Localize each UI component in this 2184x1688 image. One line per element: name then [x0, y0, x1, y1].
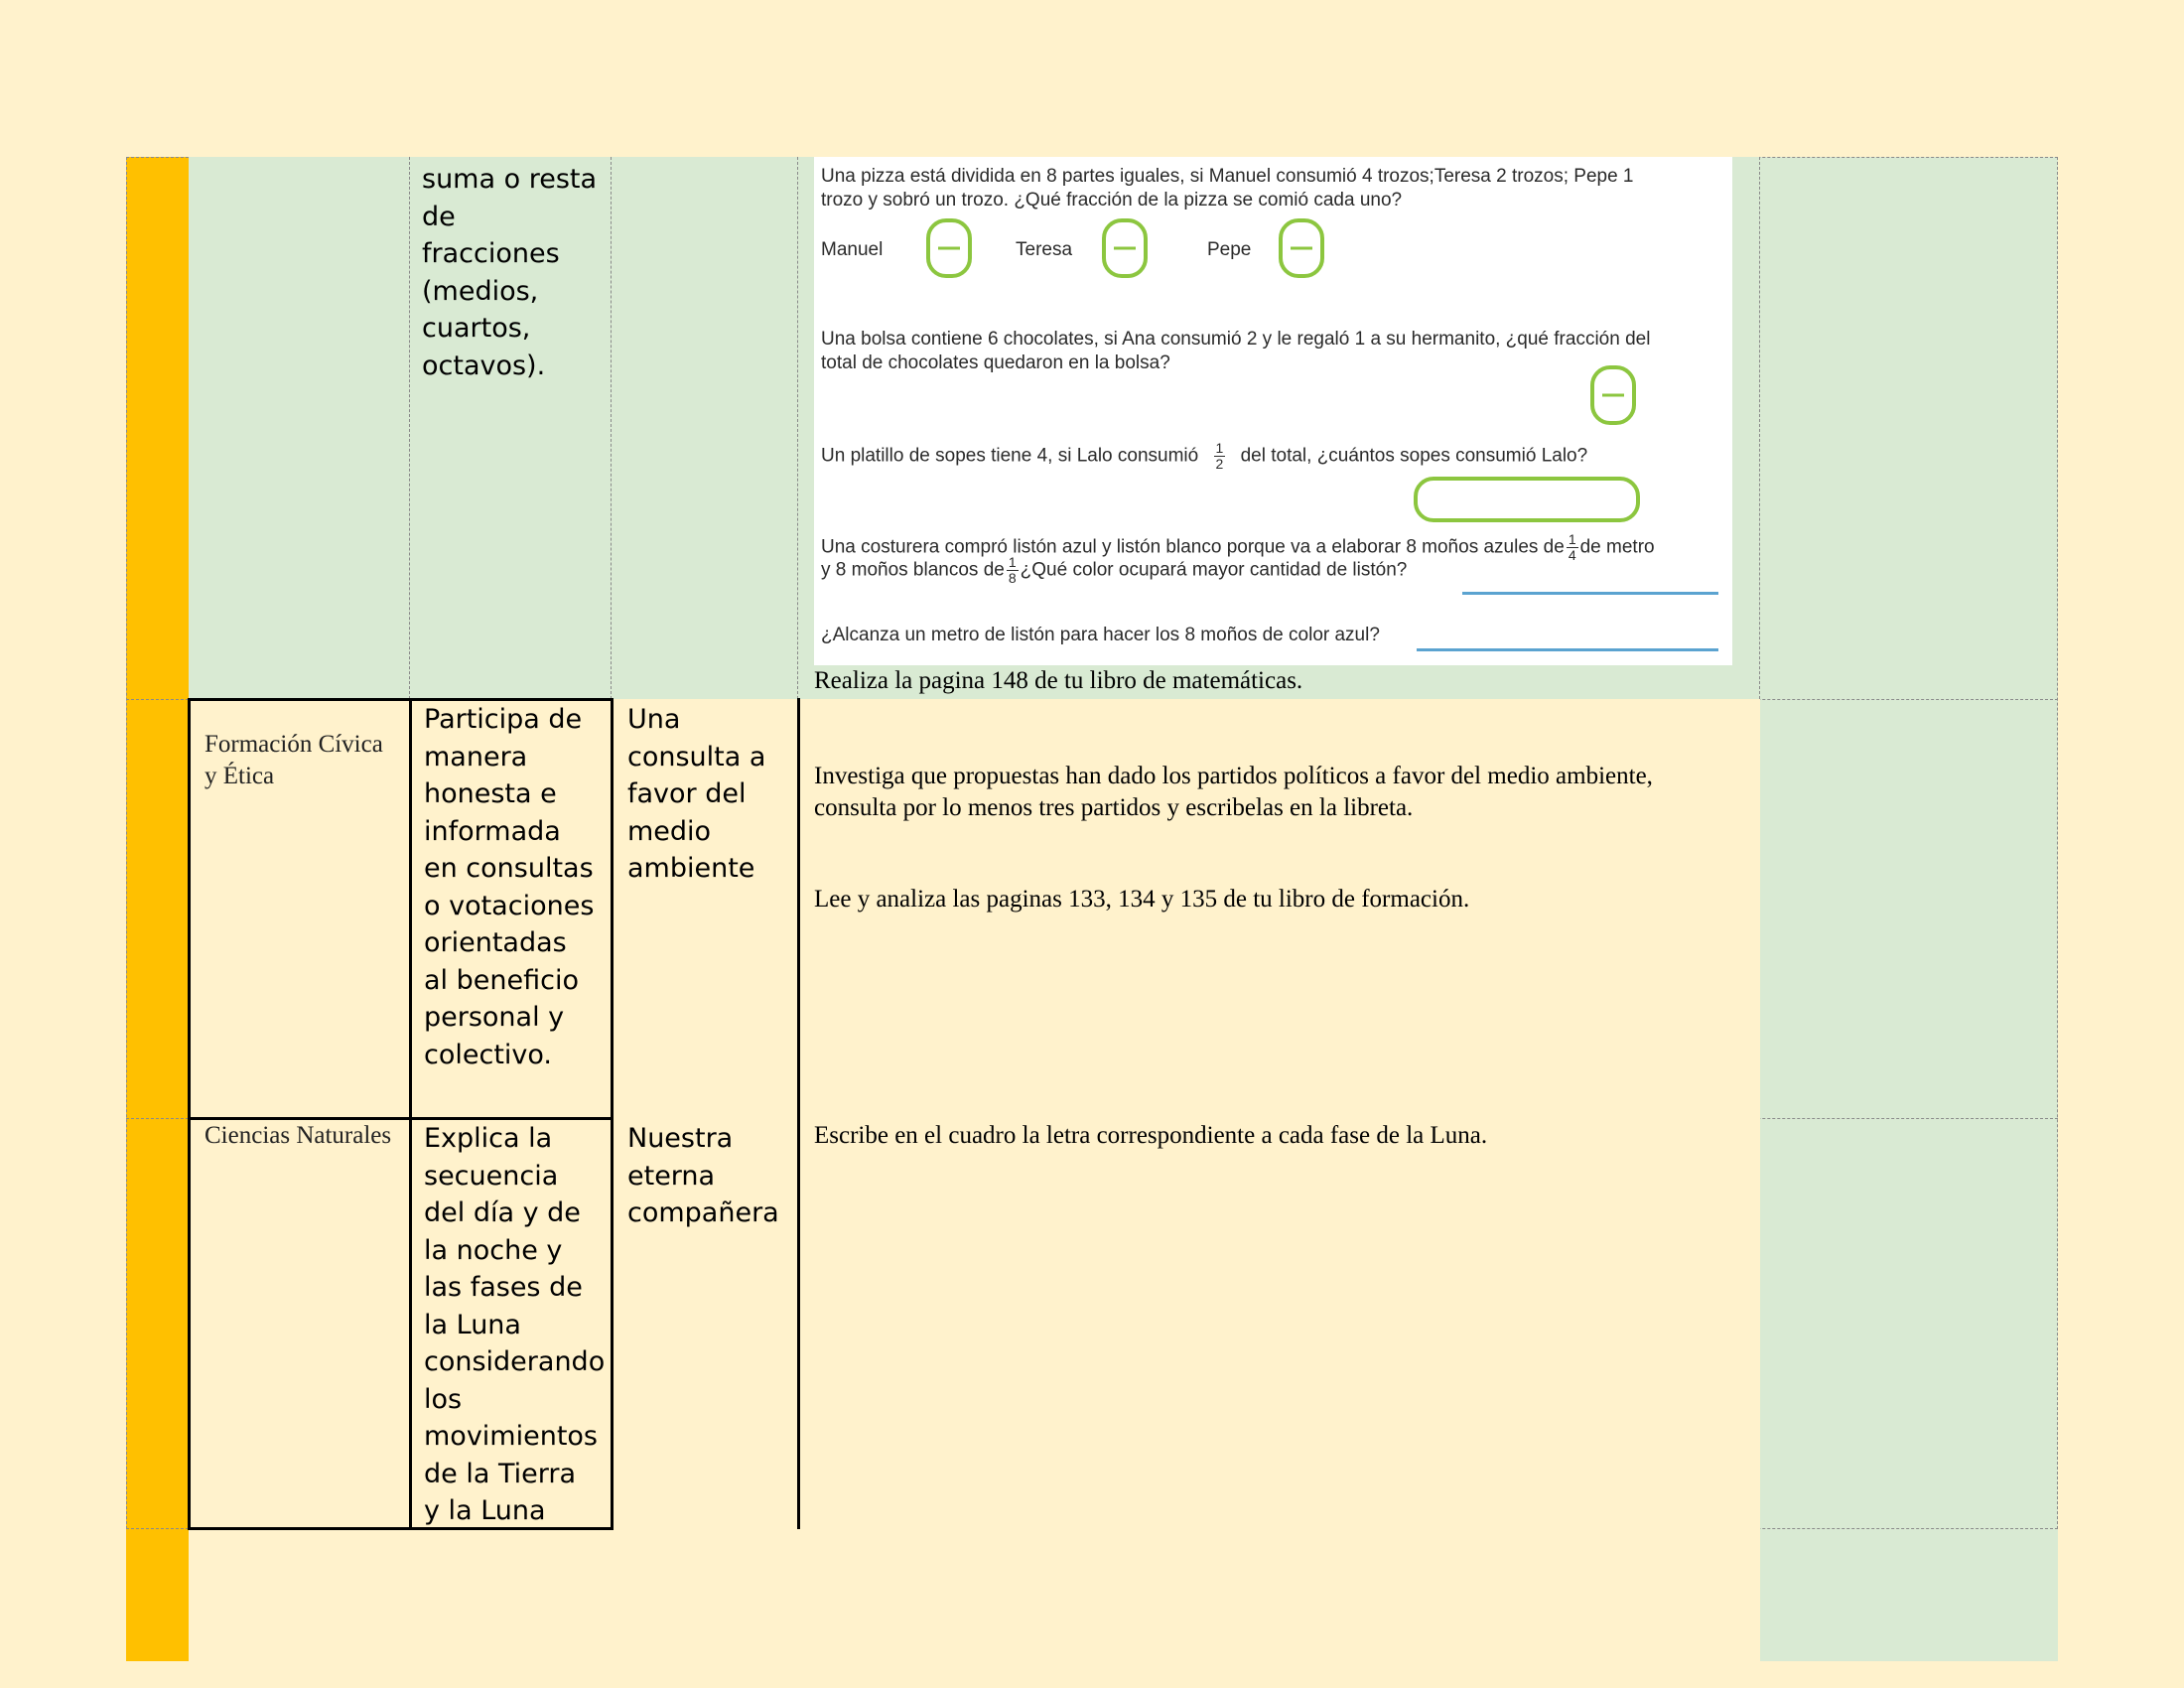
fractions-exercise-panel: [814, 157, 1732, 665]
row2-actividad-cell: [798, 699, 1760, 1118]
fraction-one-eighth: $\frac{1}{8}$: [1008, 554, 1017, 586]
name-pepe: Pepe: [1207, 239, 1252, 260]
row1-actividad-text: Realiza la pagina 148 de tu libro de matemáticas.: [814, 667, 1303, 694]
solid-border-v2: [409, 698, 412, 1530]
row3-actividad-text: Escribe en el cuadro la letra correspondiente a cada fase de la Luna.: [814, 1122, 1488, 1149]
row3-aprendizaje-cell: [410, 1118, 612, 1529]
row1-aprendizaje-cell: [410, 157, 612, 699]
solid-border-v1: [188, 698, 191, 1530]
row2-actividad-text-1: Investiga que propuestas han dado los partidos políticos a favor del medio ambiente, consulta por lo menos tres partidos y escribelas en la libreta.: [814, 763, 1653, 821]
row1-subject-cell: [189, 157, 410, 699]
row3-subject: Ciencias Naturales: [205, 1122, 392, 1149]
name-teresa: Teresa: [1016, 239, 1073, 260]
answer-line-metro[interactable]: [1417, 648, 1718, 651]
solid-border-bottom: [188, 1527, 612, 1530]
row2-tema-text: Una consulta a favor del medio ambiente: [627, 704, 766, 884]
row1-actividad-cell: [798, 157, 1760, 699]
fraction-one-quarter: $\frac{1}{4}$: [1568, 531, 1576, 563]
row3-tema-text: Nuestra eterna compañera: [627, 1123, 779, 1228]
name-manuel: Manuel: [821, 239, 884, 260]
row3-tema-cell: [612, 1118, 798, 1529]
row2-aprendizaje-cell: [410, 699, 612, 1118]
row3-aprendizaje-text: Explica la secuencia del día y de la noche y las fases de la Luna considerando los movimientos de la Tierra y la Luna: [424, 1123, 606, 1526]
solid-border-v3: [611, 698, 614, 1530]
solid-border-v4: [797, 698, 800, 1529]
row2-aprendizaje-text: Participa de manera honesta e informada en consultas o votaciones orientadas al beneficio personal y colectivo.: [424, 704, 595, 1070]
q5-text: ¿Alcanza un metro de listón para hacer los 8 moños de color azul?: [821, 625, 1380, 645]
row3-actividad-cell: [798, 1118, 1760, 1529]
row2-subject: Formación Cívica y Ética: [205, 731, 383, 789]
solid-border-top-row3: [188, 1117, 612, 1120]
answer-line-color[interactable]: [1462, 592, 1718, 595]
row2-actividad-text-2: Lee y analiza las paginas 133, 134 y 135 de tu libro de formación.: [814, 886, 1470, 913]
answer-box-teresa[interactable]: [1102, 218, 1148, 278]
q1-text: Una pizza está dividida en 8 partes iguales, si Manuel consumió 4 trozos;Teresa 2 trozos; Pepe 1 trozo y sobró un trozo. ¿Qué fracción de la pizza se comió cada uno?: [821, 166, 1634, 211]
row1-aprendizaje-text: suma o resta de fracciones (medios, cuartos, octavos).: [422, 164, 598, 381]
row3-subject-cell: [189, 1118, 410, 1529]
answer-box-pepe[interactable]: [1279, 218, 1324, 278]
answer-box-sopes[interactable]: [1414, 477, 1640, 522]
q2-text: Una bolsa contiene 6 chocolates, si Ana consumió 2 y le regaló 1 a su hermanito, ¿qué fracción del total de chocolates quedaron en la bolsa?: [821, 329, 1651, 373]
row2-tema-cell: [612, 699, 798, 1118]
row2-subject-cell: [189, 699, 410, 1118]
fraction-one-half: $\frac{1}{2}$: [1215, 440, 1224, 472]
q3-text: Un platillo de sopes tiene 4, si Lalo consumió $\frac{1}{2}$ del total, ¿cuántos sopes consumió Lalo?: [821, 440, 1588, 472]
answer-box-manuel[interactable]: [926, 218, 972, 278]
q4-text: Una costurera compró listón azul y listón blanco porque va a elaborar 8 moños azules de $\frac{1}{4}$ de metro y 8 moños blancos de $\frac{1}{8}$ ¿Qué color ocupará mayor cantidad de listón?: [821, 531, 1655, 586]
solid-border-top-row2: [188, 698, 612, 701]
row1-tema-cell: [612, 157, 798, 699]
answer-box-chocolates[interactable]: [1590, 365, 1636, 425]
